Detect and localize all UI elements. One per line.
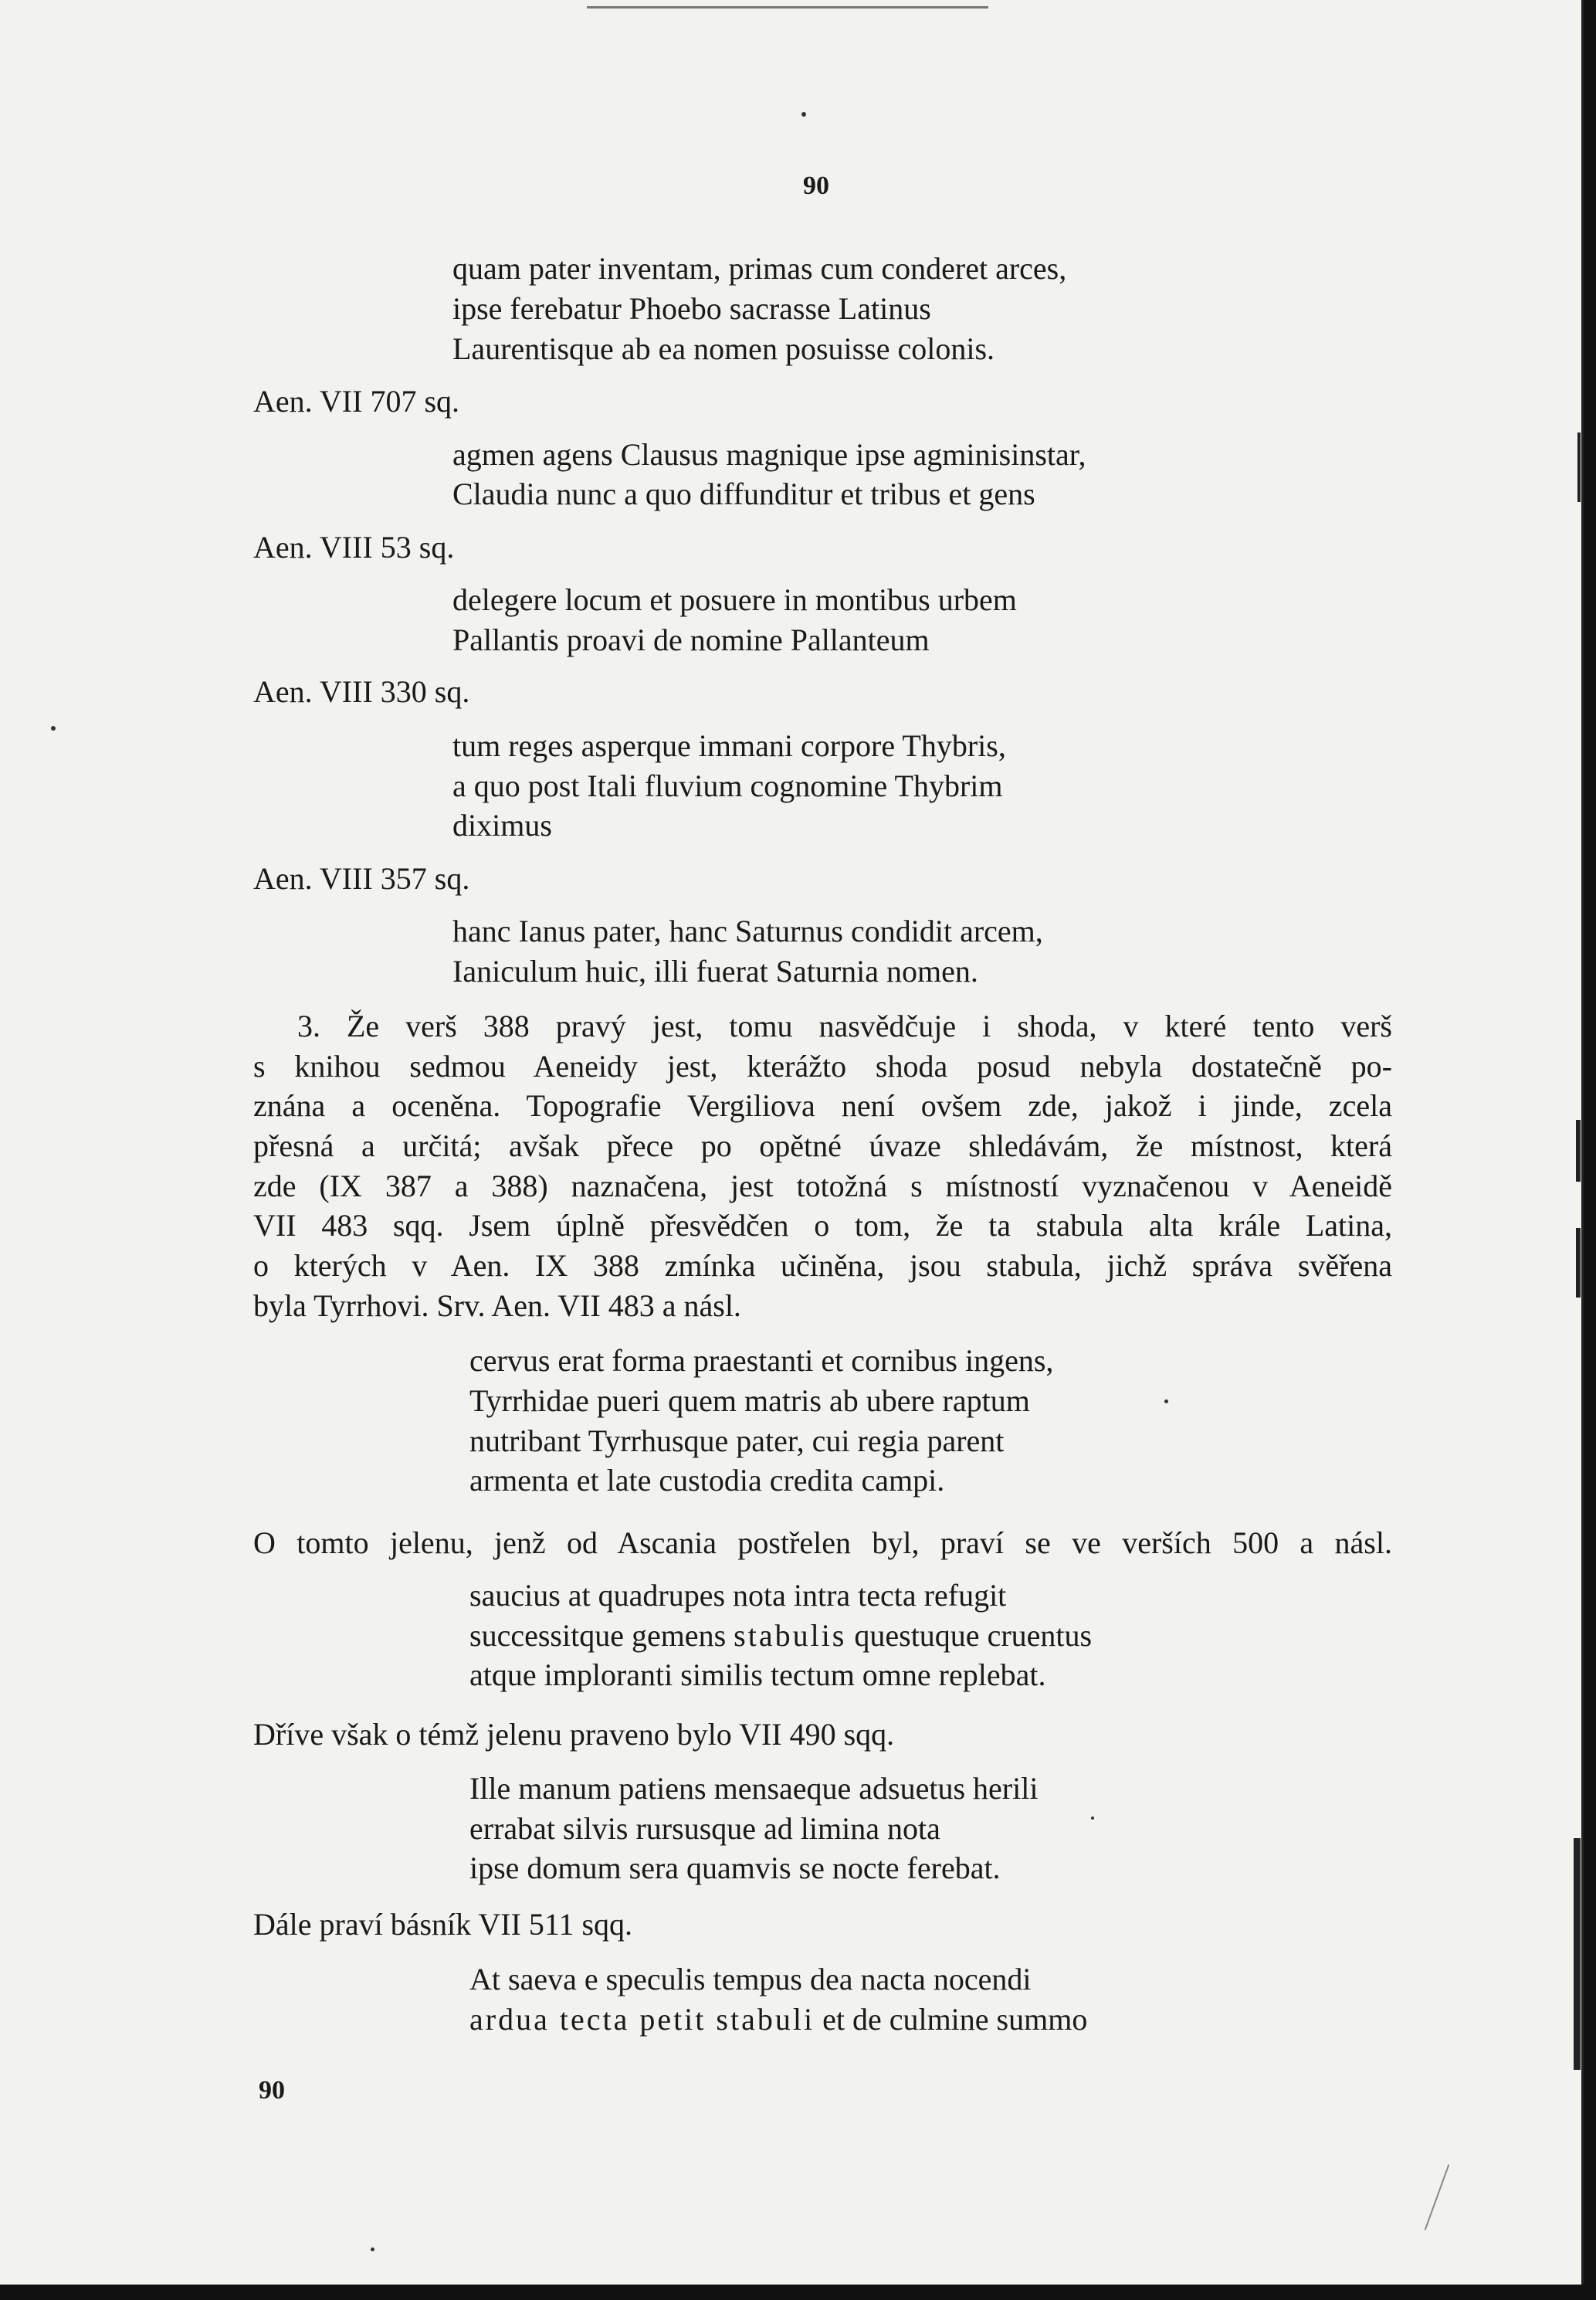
verse-line: ipse ferebatur Phoebo sacrasse Latinus (452, 291, 931, 326)
scan-speck (801, 112, 806, 117)
prose-line: Dále praví básník VII 511 sqq. (253, 1907, 633, 1942)
verse-line: Pallantis proavi de nomine Pallanteum (452, 622, 930, 657)
paragraph-line: s knihou sedmou Aeneidy jest, kterážto shoda posud nebyla dostatečně po- (253, 1049, 1392, 1084)
verse-line: errabat silvis rursusque ad limina nota (469, 1811, 940, 1846)
verse-line: Ille manum patiens mensaeque adsuetus herili (469, 1771, 1039, 1806)
verse-line: Ianiculum huic, illi fuerat Saturnia nomen. (452, 954, 978, 989)
verse-line: cervus erat forma praestanti et cornibus ingens, (469, 1343, 1054, 1378)
paragraph-line: 3. Že verš 388 pravý jest, tomu nasvědčuje i shoda, v které tento verš (297, 1009, 1392, 1043)
paragraph-line: znána a oceněna. Topografie Vergiliova není ovšem zde, jakož i jinde, zcela (253, 1088, 1392, 1123)
scan-speck (51, 726, 56, 731)
verse-line: quam pater inventam, primas cum conderet arces, (452, 251, 1067, 286)
scan-speck (1091, 1817, 1094, 1820)
verse-line: saucius at quadrupes nota intra tecta refugit (469, 1578, 1007, 1613)
verse-segment: et de culmine summo (815, 2002, 1088, 2037)
verse-line (469, 2000, 1087, 2040)
verse-line: At saeva e speculis tempus dea nacta nocendi (469, 1962, 1032, 1996)
verse-line: hanc Ianus pater, hanc Saturnus condidit arcem, (452, 914, 1043, 948)
scan-edge-mark (1576, 1120, 1581, 1182)
verse-line: Laurentisque ab ea nomen posuisse colonis. (452, 331, 995, 366)
verse-line: a quo post Itali fluvium cognomine Thybrim (452, 768, 1003, 803)
verse-segment-spaced: stabulis (734, 1618, 847, 1653)
citation-ref: Aen. VII 707 sq. (253, 384, 460, 419)
verse-line: Claudia nunc a quo diffunditur et tribus et gens (452, 477, 1035, 511)
paragraph-line: zde (IX 387 a 388) naznačena, jest totožná s místností vyznačenou v Aeneidě (253, 1169, 1392, 1203)
paragraph-line: o kterých v Aen. IX 388 zmínka učiněna, jsou stabula, jichž správa svěřena (253, 1248, 1392, 1283)
verse-line: armenta et late custodia credita campi. (469, 1463, 945, 1498)
verse-segment: questuque cruentus (846, 1618, 1093, 1653)
verse-segment-spaced: ardua tecta petit stabuli (469, 2002, 815, 2037)
page-number-top: 90 (803, 171, 829, 200)
scan-speck (1164, 1399, 1168, 1403)
scan-edge-mark (1574, 1838, 1581, 2070)
verse-line: diximus (452, 808, 552, 843)
citation-ref: Aen. VIII 53 sq. (253, 530, 455, 565)
paragraph-line: VII 483 sqq. Jsem úplně přesvědčen o tom, že ta stabula alta krále Latina, (253, 1208, 1392, 1243)
scan-edge-mark (1577, 433, 1581, 502)
citation-ref: Aen. VIII 357 sq. (253, 861, 470, 896)
paragraph-line: byla Tyrrhovi. Srv. Aen. VII 483 a násl. (253, 1288, 741, 1323)
verse-line: delegere locum et posuere in montibus urbem (452, 582, 1017, 617)
scan-edge-mark (1576, 1228, 1581, 1298)
paragraph-line: přesná a určitá; avšak přece po opětné úvaze shledávám, že místnost, která (253, 1128, 1392, 1163)
verse-line: nutribant Tyrrhusque pater, cui regia parent (469, 1423, 1005, 1458)
verse-line: atque imploranti similis tectum omne replebat. (469, 1657, 1046, 1692)
verse-line: tum reges asperque immani corpore Thybris, (452, 728, 1006, 763)
prose-line: O tomto jelenu, jenž od Ascania postřelen byl, praví se ve verších 500 a násl. (253, 1525, 1392, 1560)
scan-top-edge (587, 6, 988, 8)
verse-line: ipse domum sera quamvis se nocte ferebat. (469, 1851, 1001, 1885)
verse-line (469, 1616, 1092, 1656)
citation-ref: Aen. VIII 330 sq. (253, 674, 470, 709)
page-number-bottom: 90 (259, 2076, 285, 2105)
verse-line: Tyrrhidae pueri quem matris ab ubere raptum (469, 1383, 1030, 1418)
scan-speck (371, 2247, 374, 2251)
verse-line: agmen agens Clausus magnique ipse agminisinstar, (452, 437, 1086, 472)
prose-line: Dříve však o témž jelenu praveno bylo VII 490 sqq. (253, 1717, 895, 1752)
verse-segment: successitque gemens (469, 1618, 734, 1653)
scan-pencil-mark (1425, 2164, 1450, 2230)
